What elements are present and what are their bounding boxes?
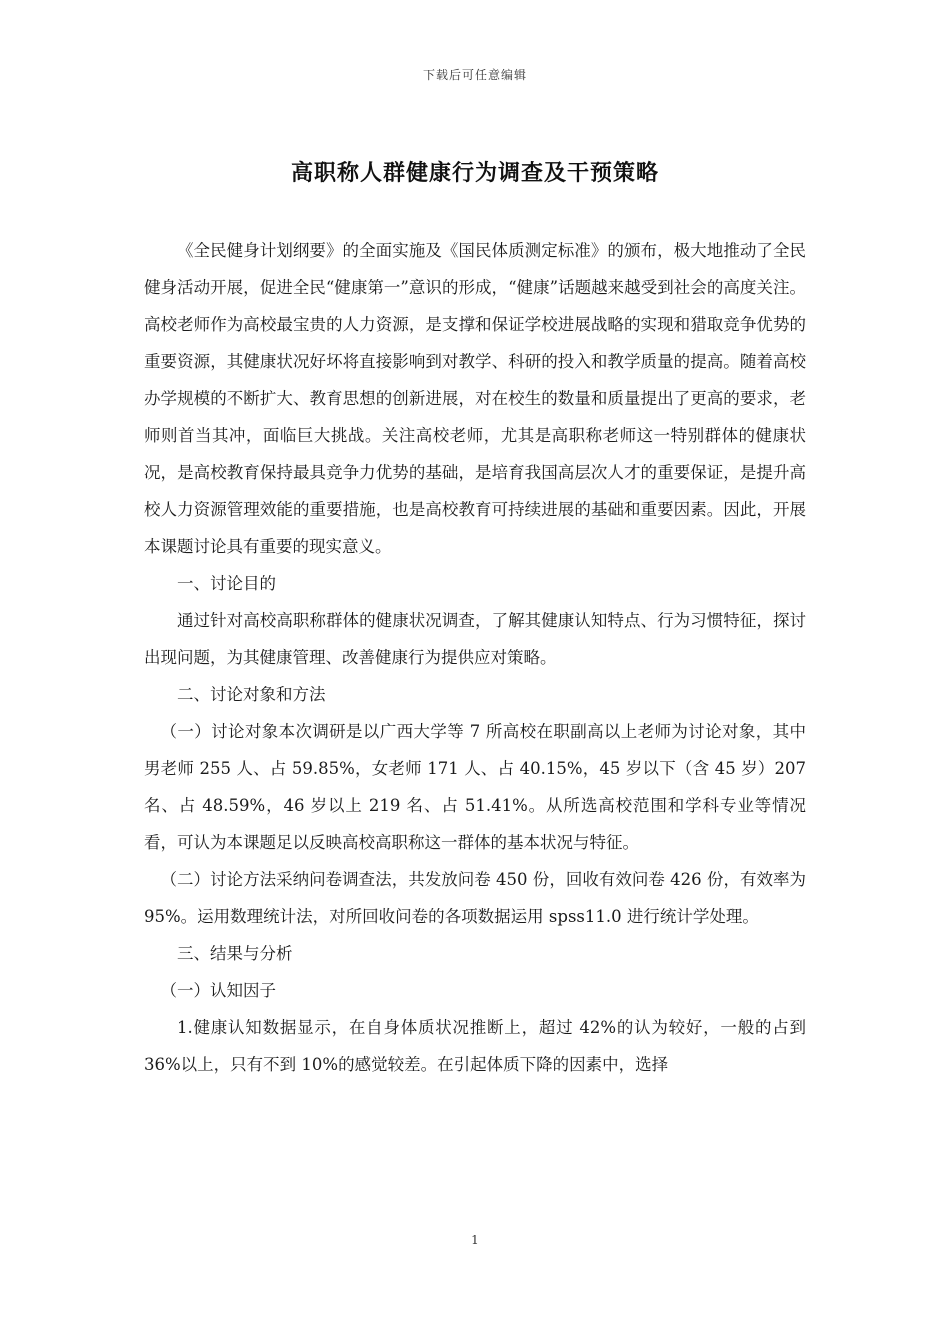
page-number: 1 (471, 1233, 479, 1247)
purpose-paragraph: 通过针对高校高职称群体的健康状况调查，了解其健康认知特点、行为习惯特征，探讨出现问题，为其健康管理、改善健康行为提供应对策略。 (144, 611, 806, 667)
subsection-heading-cognition: （一）认知因子 (160, 981, 276, 1000)
page-header-note: 下载后可任意编辑 (422, 68, 527, 82)
section-heading-purpose: 一、讨论目的 (177, 574, 276, 593)
document-body (144, 232, 806, 1083)
subject-paragraph: （一）讨论对象本次调研是以广西大学等 7 所高校在职副高以上老师为讨论对象，其中男老师 255 人、占 59.85%，女老师 171 人、占 40.15%，45 岁以下（含 45 岁）207 名、占 48.59%，46 岁以上 219 名、占 51.41%。从所选高校范围和学科专业等情况看，可认为本课题足以反映高校高职称这一群体的基本状况与特征。 (144, 722, 806, 852)
section-heading-methods: 二、讨论对象和方法 (177, 685, 326, 704)
cognition-paragraph: 1.健康认知数据显示，在自身体质状况推断上，超过 42%的认为较好，一般的占到 36%以上，只有不到 10%的感觉较差。在引起体质下降的因素中，选择 (144, 1018, 806, 1074)
method-paragraph: （二）讨论方法采纳问卷调查法，共发放问卷 450 份，回收有效问卷 426 份，有效率为 95%。运用数理统计法，对所回收问卷的各项数据运用 spss11.0 进行统计学处理。 (144, 870, 806, 926)
document-title: 高职称人群健康行为调查及干预策略 (290, 160, 659, 186)
intro-paragraph: 《全民健身计划纲要》的全面实施及《国民体质测定标准》的颁布，极大地推动了全民健身活动开展，促进全民“健康第一”意识的形成，“健康”话题越来越受到社会的高度关注。高校老师作为高校最宝贵的人力资源，是支撑和保证学校进展战略的实现和猎取竞争优势的重要资源，其健康状况好坏将直接影响到对教学、科研的投入和教学质量的提高。随着高校办学规模的不断扩大、教育思想的创新进展，对在校生的数量和质量提出了更高的要求，老师则首当其冲，面临巨大挑战。关注高校老师，尤其是高职称老师这一特别群体的健康状况，是高校教育保持最具竞争力优势的基础，是培育我国高层次人才的重要保证，是提升高校人力资源管理效能的重要措施，也是高校教育可持续进展的基础和重要因素。因此，开展本课题讨论具有重要的现实意义。 (144, 241, 806, 556)
section-heading-results: 三、结果与分析 (177, 944, 293, 963)
